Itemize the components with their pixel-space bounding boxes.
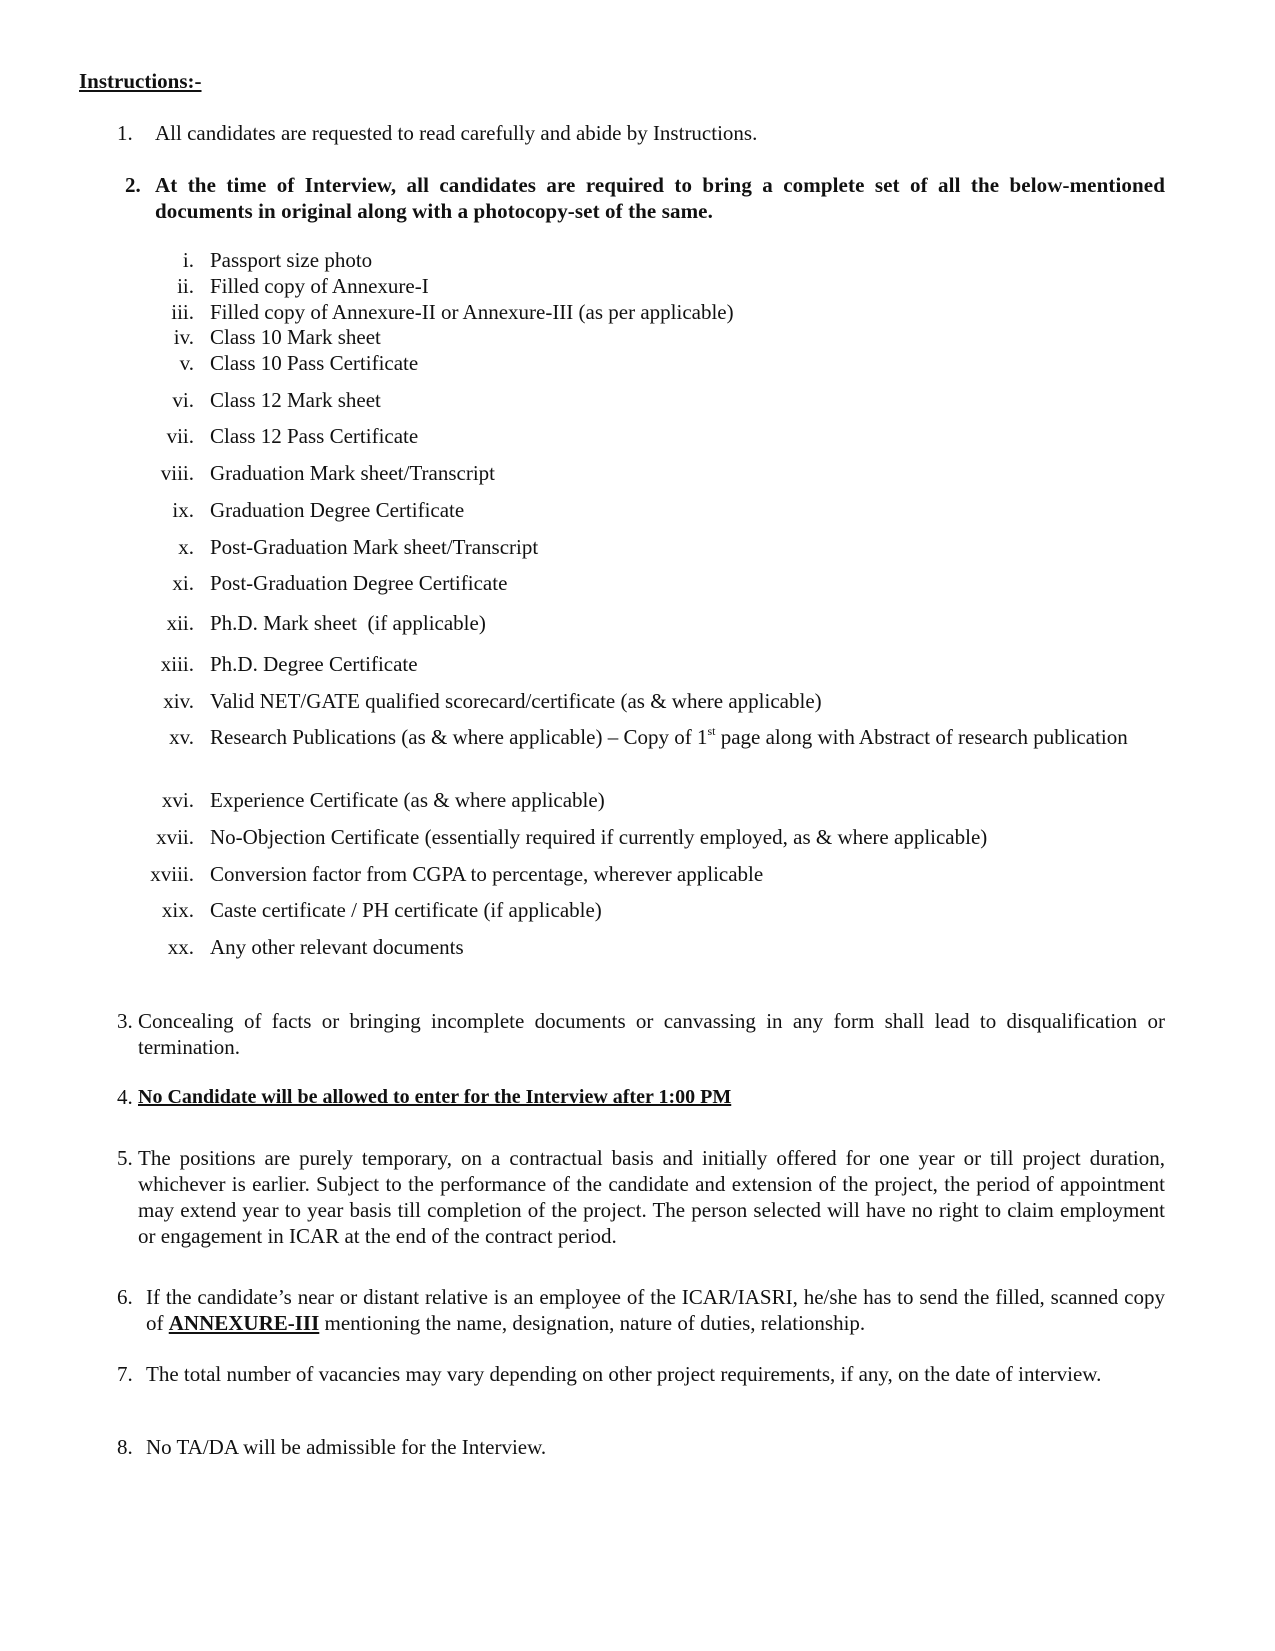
instructions-heading: Instructions:- (79, 69, 202, 93)
document-number: xvi. (161, 788, 194, 812)
document-text: Experience Certificate (as & where applicable) (210, 788, 605, 812)
item-text: The positions are purely temporary, on a contractual basis and initially offered for one year or till project duration, whichever is earlier. Subject to the performance of the candidate and extension of the project, the period of appointment may extend year to year basis till completion of the project. The person selected will have no right to claim employment or engagement in ICAR at the end of the contract period. (138, 1146, 1165, 1248)
document-text: Valid NET/GATE qualified scorecard/certificate (as & where applicable) (210, 689, 822, 713)
document-number: ix. (172, 498, 194, 522)
document-text: Ph.D. Mark sheet (if applicable) (210, 611, 486, 635)
document-text-part: page along with Abstract of research publication (715, 725, 1128, 749)
document-number: xviii. (150, 862, 194, 886)
document-text: Post-Graduation Degree Certificate (210, 571, 508, 595)
document-text: Graduation Mark sheet/Transcript (210, 461, 495, 485)
document-text (210, 724, 1130, 750)
document-number: vi. (172, 388, 194, 412)
document-text: Class 10 Pass Certificate (210, 351, 419, 375)
document-number: xi. (172, 571, 194, 595)
document-text: Filled copy of Annexure-II or Annexure-III (as per applicable) (210, 300, 734, 324)
item-text (146, 1284, 1165, 1336)
document-text: Filled copy of Annexure-I (210, 274, 429, 298)
item-text: Concealing of facts or bringing incomplete documents or canvassing in any form shall lead to disqualification or termination. (138, 1009, 1165, 1059)
document-number: ii. (177, 274, 194, 298)
document-text: Class 10 Mark sheet (210, 325, 381, 349)
document-number: xvii. (156, 825, 194, 849)
document-text: Conversion factor from CGPA to percentage, wherever applicable (210, 862, 764, 886)
item-number: 5. (117, 1146, 133, 1170)
document-number: iii. (171, 300, 194, 324)
item-text: The total number of vacancies may vary depending on other project requirements, if any, on the date of interview. (146, 1362, 1102, 1386)
document-text-part: Research Publications (as & where applicable) – Copy of 1 (210, 725, 708, 749)
document-number: iv. (173, 325, 194, 349)
item-text: No TA/DA will be admissible for the Interview. (146, 1435, 547, 1459)
document-number: xiv. (163, 689, 194, 713)
document-number: xii. (166, 611, 194, 635)
document-number: viii. (160, 461, 194, 485)
item-number: 8. (117, 1435, 133, 1459)
document-number: xiii. (160, 652, 194, 676)
document-text: Caste certificate / PH certificate (if applicable) (210, 898, 602, 922)
document-number: vii. (166, 424, 194, 448)
item-number: 6. (117, 1285, 133, 1309)
document-text: No-Objection Certificate (essentially required if currently employed, as & where applicable) (210, 825, 988, 849)
item-number: 2. (125, 173, 141, 197)
document-number: i. (182, 248, 194, 272)
item-text-part: mentioning the name, designation, nature of duties, relationship. (319, 1311, 866, 1335)
item-number: 3. (117, 1009, 133, 1033)
document-text: Post-Graduation Mark sheet/Transcript (210, 535, 539, 559)
item-number: 7. (117, 1362, 133, 1386)
document-number: v. (179, 351, 194, 375)
document-number: xix. (161, 898, 194, 922)
document-text: Ph.D. Degree Certificate (210, 652, 418, 676)
item-text: All candidates are requested to read carefully and abide by Instructions. (155, 121, 758, 145)
document-text: Passport size photo (210, 248, 373, 272)
item-text: At the time of Interview, all candidates are required to bring a complete set of all the below-mentioned documents in original along with a photocopy-set of the same. (155, 173, 1165, 223)
document-text: Graduation Degree Certificate (210, 498, 465, 522)
item-text-part: If the candidate’s near or distant relative is an employee of the ICAR/IASRI, he/she has to send the filled, scanned copy of (146, 1285, 1165, 1335)
document-number: xx. (167, 935, 194, 959)
document-text: Class 12 Mark sheet (210, 388, 381, 412)
interview-deadline-notice: No Candidate will be allowed to enter for the Interview after 1:00 PM (138, 1086, 732, 1108)
item-number: 4. (117, 1085, 133, 1109)
document-number: xv. (169, 725, 194, 749)
document-text: Any other relevant documents (210, 935, 464, 959)
item-number: 1. (117, 121, 133, 145)
annexure-reference: ANNEXURE-III (168, 1311, 320, 1335)
ordinal-superscript: st (707, 724, 716, 738)
document-text: Class 12 Pass Certificate (210, 424, 419, 448)
document-number: x. (178, 535, 194, 559)
